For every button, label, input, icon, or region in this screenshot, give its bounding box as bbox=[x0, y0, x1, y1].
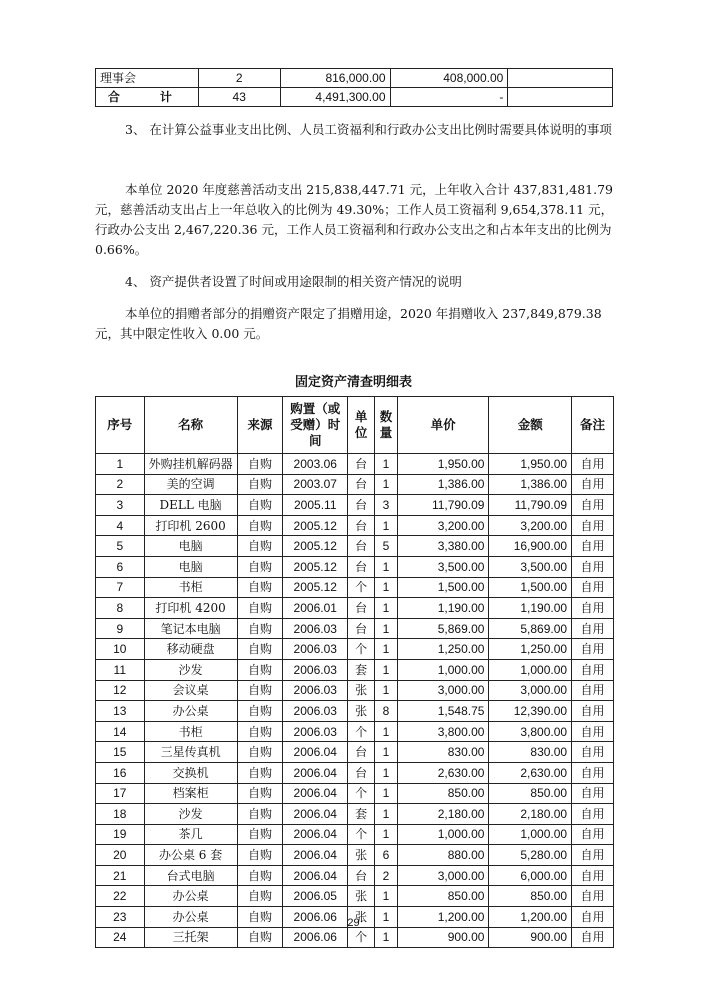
cell-index: 11 bbox=[96, 659, 145, 680]
cell-source: 自购 bbox=[237, 515, 283, 536]
cell-unit: 台 bbox=[348, 454, 375, 475]
cell-source: 自购 bbox=[237, 577, 283, 598]
cell-name: 会议桌 bbox=[144, 680, 237, 701]
table-row bbox=[96, 454, 614, 475]
cell-name: 移动硬盘 bbox=[144, 639, 237, 660]
cell-source: 自购 bbox=[237, 598, 283, 619]
cell-index: 17 bbox=[96, 783, 145, 804]
cell-price: 1,000.00 bbox=[397, 659, 489, 680]
cell-index: 3 bbox=[96, 495, 145, 516]
cell-qty: 6 bbox=[375, 845, 398, 866]
cell-date: 2006.04 bbox=[283, 762, 348, 783]
cell-qty: 8 bbox=[375, 701, 398, 722]
cell-name: 笔记本电脑 bbox=[144, 618, 237, 639]
cell-source: 自购 bbox=[237, 865, 283, 886]
cell-amount: 900.00 bbox=[489, 927, 572, 948]
cell-unit: 套 bbox=[348, 659, 375, 680]
table-row bbox=[96, 865, 614, 886]
table-row bbox=[96, 680, 614, 701]
cell-unit: 个 bbox=[348, 577, 375, 598]
cell-unit: 台 bbox=[348, 474, 375, 495]
header-cell: 名称 bbox=[144, 397, 237, 454]
cell-source: 自购 bbox=[237, 886, 283, 907]
cell-source: 自购 bbox=[237, 474, 283, 495]
table-row bbox=[96, 495, 614, 516]
cell-price: 1,950.00 bbox=[397, 454, 489, 475]
cell-index: 13 bbox=[96, 701, 145, 722]
cell-amount: 1,190.00 bbox=[489, 598, 572, 619]
cell-name: 交换机 bbox=[144, 762, 237, 783]
cell-price: 3,800.00 bbox=[397, 721, 489, 742]
cell-source: 自购 bbox=[237, 742, 283, 763]
cell-index: 24 bbox=[96, 927, 145, 948]
cell-index: 5 bbox=[96, 536, 145, 557]
cell-note: 自用 bbox=[572, 515, 614, 536]
cell-date: 2006.04 bbox=[283, 804, 348, 825]
cell-amount: 3,200.00 bbox=[489, 515, 572, 536]
cell-name: 茶几 bbox=[144, 824, 237, 845]
cell-date: 2006.03 bbox=[283, 639, 348, 660]
section-3-body: 本单位 2020 年度慈善活动支出 215,838,447.71 元，上年收入合计 437,831,481.79 元，慈善活动支出占上一年总收入的比例为 49.30%；工作人员工资福利 9,654,378.11 元，行政办公支出 2,467,220.36 元，工作人员工资福利和行政办公支出之和占本年支出的比例为 0.66%。 bbox=[95, 182, 614, 257]
cell-index: 15 bbox=[96, 742, 145, 763]
cell-index: 1 bbox=[96, 454, 145, 475]
cell-date: 2006.05 bbox=[283, 886, 348, 907]
cell-qty: 1 bbox=[375, 680, 398, 701]
section-4-heading: 4、 资产提供者设置了时间或用途限制的相关资产情况的说明 bbox=[125, 274, 462, 289]
cell-unit: 套 bbox=[348, 804, 375, 825]
cell-note: 自用 bbox=[572, 824, 614, 845]
section-3-heading: 3、 在计算公益事业支出比例、人员工资福利和行政办公支出比例时需要具体说明的事项 bbox=[125, 122, 612, 137]
cell-unit: 台 bbox=[348, 515, 375, 536]
asset-table-body bbox=[96, 454, 614, 948]
cell-date: 2006.04 bbox=[283, 845, 348, 866]
table-row bbox=[96, 515, 614, 536]
cell-name: 书柜 bbox=[144, 577, 237, 598]
row-amount: 816,000.00 bbox=[280, 69, 390, 88]
table-row bbox=[96, 783, 614, 804]
cell-source: 自购 bbox=[237, 659, 283, 680]
header-cell: 单价 bbox=[397, 397, 489, 454]
cell-price: 1,190.00 bbox=[397, 598, 489, 619]
cell-note: 自用 bbox=[572, 454, 614, 475]
header-row bbox=[96, 397, 614, 454]
cell-note: 自用 bbox=[572, 495, 614, 516]
total-label: 合 计 bbox=[96, 88, 199, 107]
cell-note: 自用 bbox=[572, 886, 614, 907]
cell-index: 6 bbox=[96, 556, 145, 577]
row-count: 2 bbox=[198, 69, 280, 88]
cell-price: 3,000.00 bbox=[397, 680, 489, 701]
cell-unit: 台 bbox=[348, 742, 375, 763]
cell-note: 自用 bbox=[572, 845, 614, 866]
cell-qty: 1 bbox=[375, 659, 398, 680]
row-amount: 408,000.00 bbox=[390, 69, 508, 88]
row-amount: 4,491,300.00 bbox=[280, 88, 390, 107]
cell-source: 自购 bbox=[237, 680, 283, 701]
cell-name: 电脑 bbox=[144, 556, 237, 577]
cell-note: 自用 bbox=[572, 618, 614, 639]
cell-name: 打印机 4200 bbox=[144, 598, 237, 619]
row-name: 理事会 bbox=[96, 69, 199, 88]
cell-note: 自用 bbox=[572, 762, 614, 783]
cell-price: 1,548.75 bbox=[397, 701, 489, 722]
cell-index: 12 bbox=[96, 680, 145, 701]
cell-date: 2005.12 bbox=[283, 536, 348, 557]
cell-amount: 3,000.00 bbox=[489, 680, 572, 701]
cell-date: 2006.04 bbox=[283, 865, 348, 886]
cell-unit: 台 bbox=[348, 536, 375, 557]
cell-amount: 2,630.00 bbox=[489, 762, 572, 783]
cell-price: 3,200.00 bbox=[397, 515, 489, 536]
cell-price: 850.00 bbox=[397, 886, 489, 907]
asset-table bbox=[95, 396, 614, 948]
cell-index: 10 bbox=[96, 639, 145, 660]
cell-source: 自购 bbox=[237, 907, 283, 928]
cell-unit: 张 bbox=[348, 907, 375, 928]
cell-qty: 1 bbox=[375, 556, 398, 577]
cell-source: 自购 bbox=[237, 556, 283, 577]
cell-price: 900.00 bbox=[397, 927, 489, 948]
cell-price: 2,180.00 bbox=[397, 804, 489, 825]
cell-name: 办公桌 bbox=[144, 907, 237, 928]
cell-date: 2006.04 bbox=[283, 742, 348, 763]
table-row bbox=[96, 577, 614, 598]
cell-date: 2006.03 bbox=[283, 618, 348, 639]
cell-note: 自用 bbox=[572, 865, 614, 886]
cell-date: 2006.03 bbox=[283, 721, 348, 742]
cell-date: 2003.06 bbox=[283, 454, 348, 475]
cell-price: 1,386.00 bbox=[397, 474, 489, 495]
cell-note: 自用 bbox=[572, 598, 614, 619]
cell-amount: 5,869.00 bbox=[489, 618, 572, 639]
cell-amount: 1,000.00 bbox=[489, 824, 572, 845]
cell-price: 830.00 bbox=[397, 742, 489, 763]
cell-qty: 1 bbox=[375, 639, 398, 660]
cell-index: 16 bbox=[96, 762, 145, 783]
cell-unit: 张 bbox=[348, 680, 375, 701]
cell-qty: 3 bbox=[375, 495, 398, 516]
cell-date: 2006.01 bbox=[283, 598, 348, 619]
cell-amount: 830.00 bbox=[489, 742, 572, 763]
table-row bbox=[96, 804, 614, 825]
table-row bbox=[96, 701, 614, 722]
cell-amount: 850.00 bbox=[489, 886, 572, 907]
cell-index: 2 bbox=[96, 474, 145, 495]
cell-source: 自购 bbox=[237, 454, 283, 475]
table-row bbox=[96, 845, 614, 866]
cell-amount: 1,500.00 bbox=[489, 577, 572, 598]
cell-name: 书柜 bbox=[144, 721, 237, 742]
cell-unit: 台 bbox=[348, 865, 375, 886]
cell-price: 3,000.00 bbox=[397, 865, 489, 886]
cell-amount: 16,900.00 bbox=[489, 536, 572, 557]
header-cell: 序号 bbox=[96, 397, 145, 454]
cell-qty: 1 bbox=[375, 742, 398, 763]
cell-qty: 1 bbox=[375, 804, 398, 825]
cell-qty: 1 bbox=[375, 598, 398, 619]
cell-note: 自用 bbox=[572, 742, 614, 763]
cell-amount: 12,390.00 bbox=[489, 701, 572, 722]
cell-price: 5,869.00 bbox=[397, 618, 489, 639]
cell-amount: 3,800.00 bbox=[489, 721, 572, 742]
cell-amount: 1,950.00 bbox=[489, 454, 572, 475]
cell-unit: 台 bbox=[348, 618, 375, 639]
cell-price: 880.00 bbox=[397, 845, 489, 866]
cell-index: 7 bbox=[96, 577, 145, 598]
cell-price: 1,200.00 bbox=[397, 907, 489, 928]
cell-name: 档案柜 bbox=[144, 783, 237, 804]
cell-note: 自用 bbox=[572, 639, 614, 660]
table-row bbox=[96, 618, 614, 639]
cell-note: 自用 bbox=[572, 680, 614, 701]
cell-index: 18 bbox=[96, 804, 145, 825]
section-4-body: 本单位的捐赠者部分的捐赠资产限定了捐赠用途，2020 年捐赠收入 237,849,879.38 元，其中限定性收入 0.00 元。 bbox=[95, 306, 602, 341]
asset-table-title: 固定资产清查明细表 bbox=[294, 375, 412, 390]
cell-amount: 850.00 bbox=[489, 783, 572, 804]
cell-index: 23 bbox=[96, 907, 145, 928]
cell-price: 1,500.00 bbox=[397, 577, 489, 598]
cell-note: 自用 bbox=[572, 701, 614, 722]
table-row bbox=[96, 474, 614, 495]
cell-date: 2003.07 bbox=[283, 474, 348, 495]
cell-unit: 个 bbox=[348, 927, 375, 948]
cell-source: 自购 bbox=[237, 639, 283, 660]
header-cell: 购置（或受赠）时间 bbox=[283, 397, 348, 454]
cell-qty: 1 bbox=[375, 783, 398, 804]
table-row bbox=[96, 556, 614, 577]
cell-name: 办公桌 bbox=[144, 886, 237, 907]
cell-index: 20 bbox=[96, 845, 145, 866]
cell-date: 2006.06 bbox=[283, 907, 348, 928]
cell-source: 自购 bbox=[237, 495, 283, 516]
cell-source: 自购 bbox=[237, 721, 283, 742]
table-row bbox=[96, 886, 614, 907]
cell-qty: 1 bbox=[375, 515, 398, 536]
table-row bbox=[96, 824, 614, 845]
cell-amount: 11,790.09 bbox=[489, 495, 572, 516]
cell-date: 2005.12 bbox=[283, 556, 348, 577]
cell-date: 2006.03 bbox=[283, 659, 348, 680]
cell-source: 自购 bbox=[237, 845, 283, 866]
table-row bbox=[96, 69, 613, 88]
cell-source: 自购 bbox=[237, 927, 283, 948]
header-cell: 单位 bbox=[348, 397, 375, 454]
table-row bbox=[96, 639, 614, 660]
cell-source: 自购 bbox=[237, 804, 283, 825]
cell-amount: 1,250.00 bbox=[489, 639, 572, 660]
cell-amount: 1,000.00 bbox=[489, 659, 572, 680]
cell-note: 自用 bbox=[572, 927, 614, 948]
table-row bbox=[96, 598, 614, 619]
header-cell: 来源 bbox=[237, 397, 283, 454]
cell-unit: 张 bbox=[348, 845, 375, 866]
cell-note: 自用 bbox=[572, 721, 614, 742]
cell-price: 11,790.09 bbox=[397, 495, 489, 516]
cell-qty: 2 bbox=[375, 865, 398, 886]
row-extra bbox=[508, 69, 613, 88]
cell-date: 2005.11 bbox=[283, 495, 348, 516]
header-cell: 金额 bbox=[489, 397, 572, 454]
cell-amount: 5,280.00 bbox=[489, 845, 572, 866]
cell-name: 台式电脑 bbox=[144, 865, 237, 886]
row-amount: - bbox=[390, 88, 508, 107]
cell-index: 9 bbox=[96, 618, 145, 639]
cell-index: 22 bbox=[96, 886, 145, 907]
cell-qty: 1 bbox=[375, 454, 398, 475]
cell-source: 自购 bbox=[237, 824, 283, 845]
table-row bbox=[96, 927, 614, 948]
cell-qty: 1 bbox=[375, 577, 398, 598]
header-cell: 数量 bbox=[375, 397, 398, 454]
cell-amount: 1,386.00 bbox=[489, 474, 572, 495]
table-row bbox=[96, 536, 614, 557]
cell-amount: 2,180.00 bbox=[489, 804, 572, 825]
page-number: 29 bbox=[347, 917, 360, 929]
cell-qty: 1 bbox=[375, 474, 398, 495]
cell-index: 4 bbox=[96, 515, 145, 536]
row-extra bbox=[508, 88, 613, 107]
cell-price: 850.00 bbox=[397, 783, 489, 804]
cell-unit: 台 bbox=[348, 556, 375, 577]
cell-name: 电脑 bbox=[144, 536, 237, 557]
cell-source: 自购 bbox=[237, 536, 283, 557]
cell-date: 2006.04 bbox=[283, 824, 348, 845]
cell-date: 2005.12 bbox=[283, 515, 348, 536]
cell-date: 2005.12 bbox=[283, 577, 348, 598]
cell-qty: 1 bbox=[375, 907, 398, 928]
cell-qty: 5 bbox=[375, 536, 398, 557]
table-row bbox=[96, 88, 613, 107]
table-row bbox=[96, 762, 614, 783]
cell-note: 自用 bbox=[572, 783, 614, 804]
cell-note: 自用 bbox=[572, 577, 614, 598]
cell-amount: 1,200.00 bbox=[489, 907, 572, 928]
cell-unit: 台 bbox=[348, 495, 375, 516]
cell-source: 自购 bbox=[237, 701, 283, 722]
cell-date: 2006.06 bbox=[283, 927, 348, 948]
cell-qty: 1 bbox=[375, 886, 398, 907]
cell-amount: 6,000.00 bbox=[489, 865, 572, 886]
summary-table bbox=[95, 68, 613, 107]
cell-qty: 1 bbox=[375, 762, 398, 783]
cell-price: 1,000.00 bbox=[397, 824, 489, 845]
cell-source: 自购 bbox=[237, 618, 283, 639]
cell-name: 美的空调 bbox=[144, 474, 237, 495]
cell-index: 19 bbox=[96, 824, 145, 845]
cell-price: 3,380.00 bbox=[397, 536, 489, 557]
cell-date: 2006.03 bbox=[283, 680, 348, 701]
cell-name: 三星传真机 bbox=[144, 742, 237, 763]
cell-unit: 个 bbox=[348, 721, 375, 742]
cell-unit: 个 bbox=[348, 783, 375, 804]
cell-unit: 个 bbox=[348, 639, 375, 660]
cell-date: 2006.04 bbox=[283, 783, 348, 804]
cell-name: 三托架 bbox=[144, 927, 237, 948]
header-cell: 备注 bbox=[572, 397, 614, 454]
cell-note: 自用 bbox=[572, 804, 614, 825]
cell-price: 1,250.00 bbox=[397, 639, 489, 660]
cell-note: 自用 bbox=[572, 556, 614, 577]
cell-name: 办公桌 bbox=[144, 701, 237, 722]
cell-note: 自用 bbox=[572, 907, 614, 928]
table-row bbox=[96, 721, 614, 742]
cell-note: 自用 bbox=[572, 536, 614, 557]
cell-note: 自用 bbox=[572, 659, 614, 680]
cell-qty: 1 bbox=[375, 721, 398, 742]
cell-qty: 1 bbox=[375, 927, 398, 948]
cell-note: 自用 bbox=[572, 474, 614, 495]
cell-index: 21 bbox=[96, 865, 145, 886]
cell-source: 自购 bbox=[237, 762, 283, 783]
cell-price: 2,630.00 bbox=[397, 762, 489, 783]
cell-name: 办公桌 6 套 bbox=[144, 845, 237, 866]
cell-name: 外购挂机解码器 bbox=[144, 454, 237, 475]
row-count: 43 bbox=[198, 88, 280, 107]
table-row bbox=[96, 742, 614, 763]
cell-date: 2006.03 bbox=[283, 701, 348, 722]
cell-price: 3,500.00 bbox=[397, 556, 489, 577]
cell-unit: 个 bbox=[348, 824, 375, 845]
cell-source: 自购 bbox=[237, 783, 283, 804]
cell-unit: 台 bbox=[348, 598, 375, 619]
cell-qty: 1 bbox=[375, 618, 398, 639]
cell-unit: 张 bbox=[348, 886, 375, 907]
cell-name: 沙发 bbox=[144, 804, 237, 825]
cell-unit: 张 bbox=[348, 701, 375, 722]
cell-name: DELL 电脑 bbox=[144, 495, 237, 516]
cell-name: 沙发 bbox=[144, 659, 237, 680]
cell-qty: 1 bbox=[375, 824, 398, 845]
cell-index: 8 bbox=[96, 598, 145, 619]
cell-name: 打印机 2600 bbox=[144, 515, 237, 536]
cell-amount: 3,500.00 bbox=[489, 556, 572, 577]
cell-index: 14 bbox=[96, 721, 145, 742]
table-row bbox=[96, 659, 614, 680]
cell-unit: 台 bbox=[348, 762, 375, 783]
